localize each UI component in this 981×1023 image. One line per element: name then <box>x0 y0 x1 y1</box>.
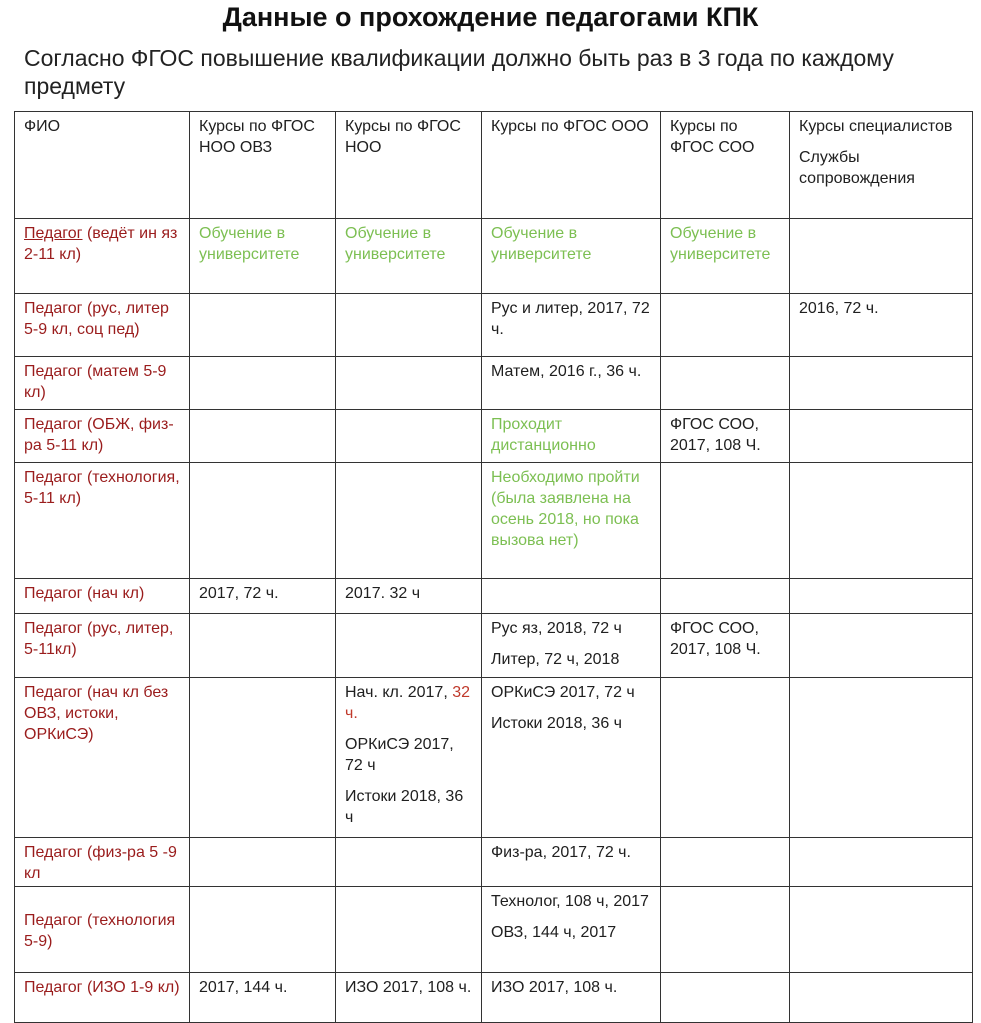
cell-noo <box>336 887 482 973</box>
fio-detail: (ведёт ин яз 2-11 кл) <box>24 225 178 263</box>
cell-soo: Обучение в университете <box>661 219 790 294</box>
table-row <box>15 973 973 1023</box>
cell-fio: Педагог (рус, литер 5-9 кл, соц пед) <box>15 294 190 357</box>
cell-soo <box>661 294 790 357</box>
ooo-line2: Литер, 72 ч, 2018 <box>491 651 620 668</box>
fio-link: Педагог <box>24 225 83 242</box>
cell-noo <box>336 294 482 357</box>
cell-noo: ИЗО 2017, 108 ч. <box>336 973 482 1023</box>
cell-fio: Педагог (рус, литер, 5-11кл) <box>15 614 190 678</box>
cell-spec <box>790 838 973 887</box>
cell-soo <box>661 463 790 579</box>
cell-soo <box>661 357 790 410</box>
cell-fio: Педагог (нач кл) <box>15 579 190 614</box>
cell-ooo: Матем, 2016 г., 36 ч. <box>482 357 661 410</box>
cell-soo: ФГОС СОО, 2017, 108 Ч. <box>661 614 790 678</box>
ooo-line1: ОРКиСЭ 2017, 72 ч <box>491 684 635 701</box>
table-row <box>15 678 973 838</box>
cell-soo <box>661 838 790 887</box>
cell-soo <box>661 678 790 838</box>
cell-noo-ovz <box>190 410 336 463</box>
cell-ooo: ИЗО 2017, 108 ч. <box>482 973 661 1023</box>
cell-noo-ovz <box>190 463 336 579</box>
header-ooo: Курсы по ФГОС ООО <box>482 112 661 219</box>
table-row <box>15 579 973 614</box>
header-spec-line2: Службы сопровождения <box>799 149 915 187</box>
table-row <box>15 838 973 887</box>
ooo-line1: Рус яз, 2018, 72 ч <box>491 620 622 637</box>
cell-ooo: Физ-ра, 2017, 72 ч. <box>482 838 661 887</box>
cell-ooo <box>482 678 661 838</box>
cell-fio: Педагог (ИЗО 1-9 кл) <box>15 973 190 1023</box>
cell-soo <box>661 973 790 1023</box>
ooo-line2: ОВЗ, 144 ч, 2017 <box>491 924 617 941</box>
cell-soo: ФГОС СОО, 2017, 108 Ч. <box>661 410 790 463</box>
cell-ooo <box>482 579 661 614</box>
header-noo: Курсы по ФГОС НОО <box>336 112 482 219</box>
ooo-line1: Технолог, 108 ч, 2017 <box>491 893 649 910</box>
cell-noo <box>336 838 482 887</box>
cell-soo <box>661 579 790 614</box>
cell-fio: Педагог (матем 5-9 кл) <box>15 357 190 410</box>
cell-noo <box>336 614 482 678</box>
cell-fio: Педагог (ОБЖ, физ-ра 5-11 кл) <box>15 410 190 463</box>
noo-line2: ОРКиСЭ 2017, 72 ч <box>345 736 454 774</box>
cell-fio <box>15 219 190 294</box>
cell-spec <box>790 357 973 410</box>
noo-line1 <box>345 682 472 724</box>
cell-ooo: Рус и литер, 2017, 72 ч. <box>482 294 661 357</box>
cell-spec: 2016, 72 ч. <box>790 294 973 357</box>
cell-ooo: Проходит дистанционно <box>482 410 661 463</box>
table-row <box>15 614 973 678</box>
table-header-row <box>15 112 973 219</box>
cell-spec <box>790 219 973 294</box>
cell-noo-ovz <box>190 887 336 973</box>
cell-noo <box>336 357 482 410</box>
header-soo: Курсы по ФГОС СОО <box>661 112 790 219</box>
cell-fio: Педагог (нач кл без ОВЗ, истоки, ОРКиСЭ) <box>15 678 190 838</box>
cell-fio: Педагог (физ-ра 5 -9 кл <box>15 838 190 887</box>
cell-soo <box>661 887 790 973</box>
table-row <box>15 463 973 579</box>
table-row <box>15 410 973 463</box>
cell-noo <box>336 678 482 838</box>
cell-noo-ovz: 2017, 72 ч. <box>190 579 336 614</box>
cell-noo <box>336 410 482 463</box>
page-title: Данные о прохождение педагогами КПК <box>222 2 759 32</box>
cell-noo: 2017. 32 ч <box>336 579 482 614</box>
cell-ooo: Обучение в университете <box>482 219 661 294</box>
page-subtitle: Согласно ФГОС повышение квалификации должно быть раз в 3 года по каждому предмету <box>24 45 894 99</box>
cell-ooo <box>482 614 661 678</box>
header-spec <box>790 112 973 219</box>
cell-noo-ovz: Обучение в университете <box>190 219 336 294</box>
cell-noo-ovz: 2017, 144 ч. <box>190 973 336 1023</box>
cell-noo-ovz <box>190 294 336 357</box>
cell-spec <box>790 973 973 1023</box>
courses-table <box>14 111 973 1023</box>
cell-noo-ovz <box>190 678 336 838</box>
table-row <box>15 887 973 973</box>
cell-ooo <box>482 887 661 973</box>
cell-noo: Обучение в университете <box>336 219 482 294</box>
cell-spec <box>790 678 973 838</box>
cell-ooo: Необходимо пройти (была заявлена на осень 2018, но пока вызова нет) <box>482 463 661 579</box>
cell-fio: Педагог (технология 5-9) <box>15 887 190 973</box>
header-spec-line1: Курсы специалистов <box>799 118 953 135</box>
cell-spec <box>790 463 973 579</box>
cell-spec <box>790 410 973 463</box>
table-row <box>15 294 973 357</box>
noo-line1-hours: 32 ч. <box>345 684 471 722</box>
cell-fio: Педагог (технология, 5-11 кл) <box>15 463 190 579</box>
cell-noo-ovz <box>190 357 336 410</box>
ooo-line2: Истоки 2018, 36 ч <box>491 715 622 732</box>
table-row <box>15 219 973 294</box>
cell-noo-ovz <box>190 838 336 887</box>
header-fio: ФИО <box>15 112 190 219</box>
noo-line1-text: Нач. кл. 2017, <box>345 684 448 701</box>
cell-spec <box>790 887 973 973</box>
table-row <box>15 357 973 410</box>
cell-spec <box>790 579 973 614</box>
header-noo-ovz: Курсы по ФГОС НОО ОВЗ <box>190 112 336 219</box>
cell-noo-ovz <box>190 614 336 678</box>
noo-line3: Истоки 2018, 36 ч <box>345 788 464 826</box>
cell-noo <box>336 463 482 579</box>
cell-spec <box>790 614 973 678</box>
